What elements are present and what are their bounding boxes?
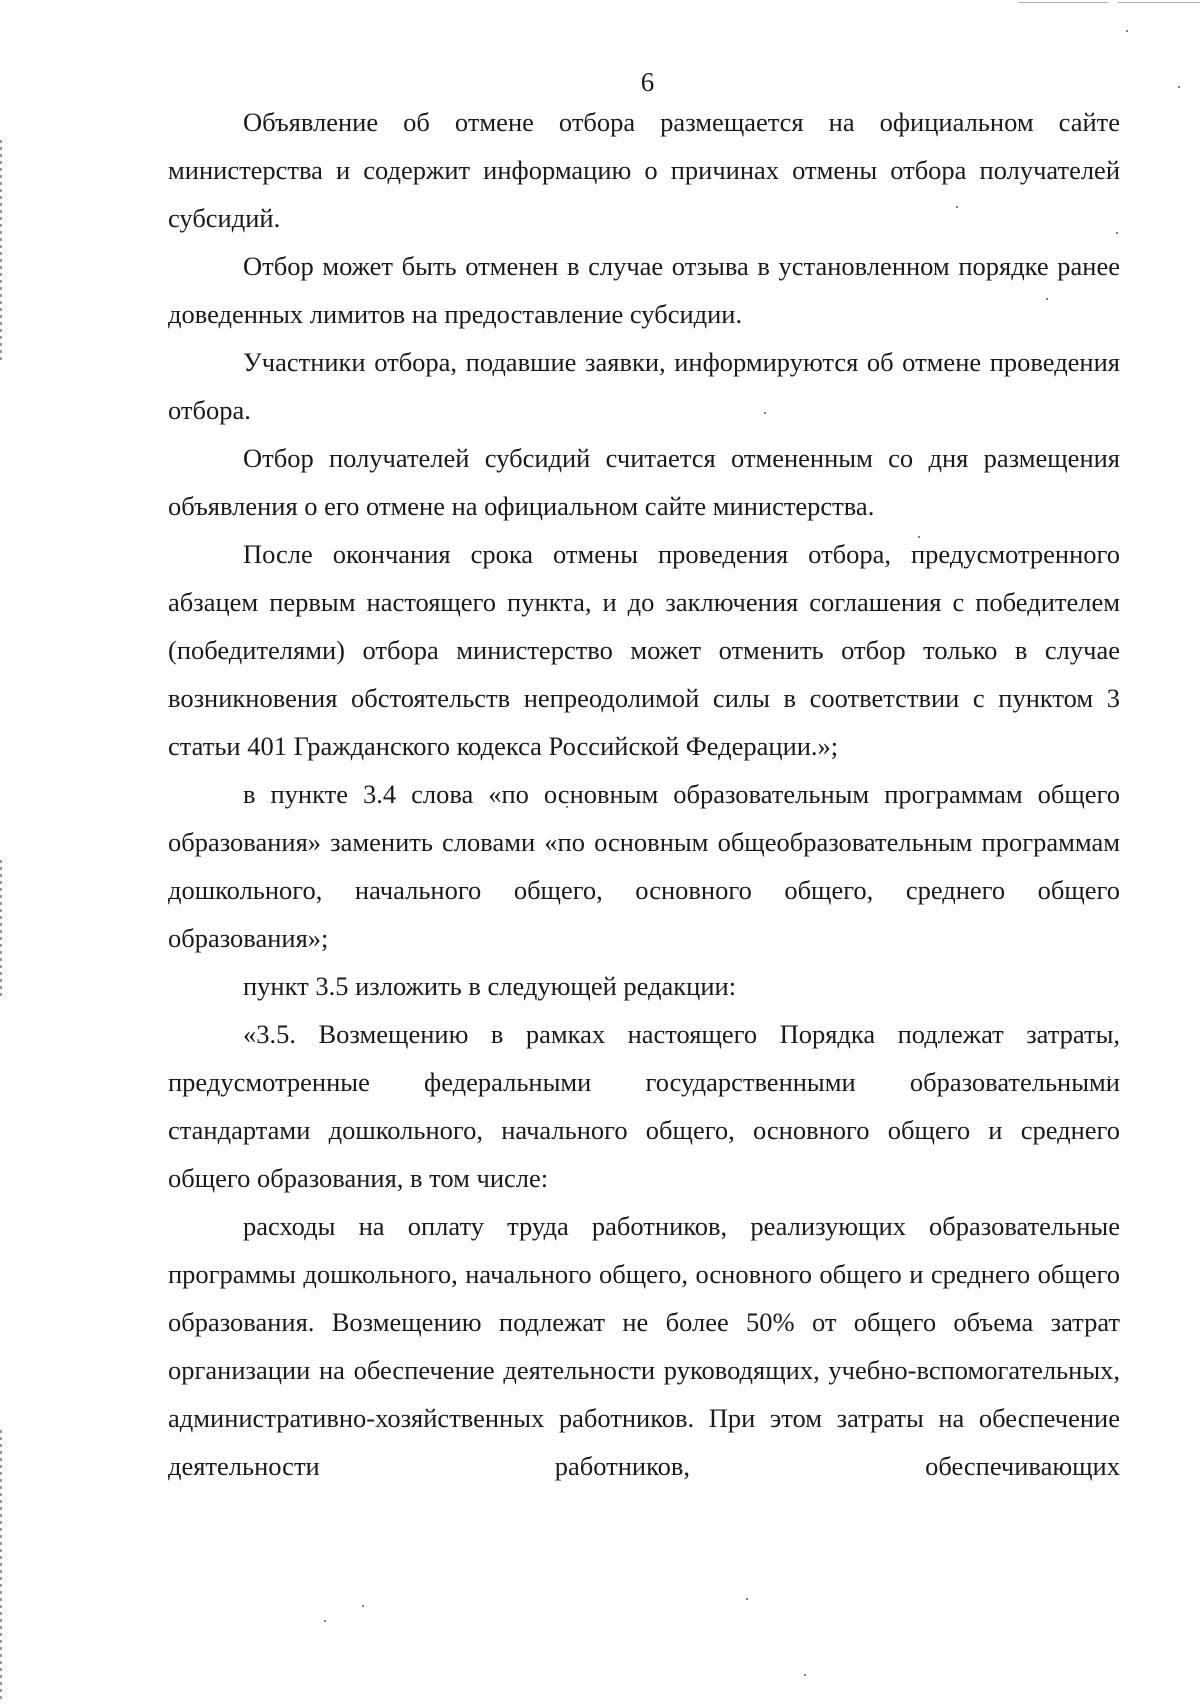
scan-left-edge-mark — [0, 140, 2, 360]
scan-speck — [1126, 30, 1128, 32]
paragraph: в пункте 3.4 слова «по основным образовательным программам общего образования» заменить словами «по основным общеобразовательным программам дошкольного, начального общего, основного общего, среднего общего образования»; — [168, 779, 1120, 953]
scan-top-line-left — [1018, 2, 1108, 3]
paragraph: Отбор может быть отменен в случае отзыва в установленном порядке ранее доведенных лимитов на предоставление субсидии. — [168, 251, 1120, 329]
scan-left-edge-mark — [0, 860, 2, 1000]
page-number: 6 — [640, 67, 655, 97]
paragraph: пункт 3.5 изложить в следующей редакции: — [243, 971, 737, 1001]
paragraph: расходы на оплату труда работников, реализующих образовательные программы дошкольного, начального общего, основного общего и среднего общего образования. Возмещению подлежат не более 50% от общего объема затрат организации на обеспечение деятельности руководящих, учебно-вспомогательных, административно-хозяйственных работников. При этом затраты на обеспечение деятельности работников, обеспечивающих — [168, 1211, 1120, 1481]
scan-left-edge-mark — [0, 1430, 2, 1700]
scan-speck — [804, 1674, 806, 1676]
scan-speck — [324, 1620, 326, 1622]
paragraph: После окончания срока отмены проведения отбора, предусмотренного абзацем первым настоящего пункта, и до заключения соглашения с победителем (победителями) отбора министерство может отменить отбор только в случае возникновения обстоятельств непреодолимой силы в соответствии с пунктом 3 статьи 401 Гражданского кодекса Российской Федерации.»; — [168, 539, 1120, 761]
scan-top-line-right — [1118, 2, 1200, 3]
paragraph: Объявление об отмене отбора размещается на официальном сайте министерства и содержит информацию о причинах отмены отбора получателей субсидий. — [168, 107, 1120, 233]
paragraph: Участники отбора, подавшие заявки, информируются об отмене проведения отбора. — [168, 347, 1120, 425]
paragraph: «3.5. Возмещению в рамках настоящего Порядка подлежат затраты, предусмотренные федеральными государственными образовательными стандартами дошкольного, начального общего, основного общего и среднего общего образования, в том числе: — [168, 1019, 1120, 1193]
scan-speck — [362, 1605, 364, 1607]
scan-speck — [746, 1598, 748, 1600]
document-body — [168, 98, 1120, 1490]
paragraph: Отбор получателей субсидий считается отмененным со дня размещения объявления о его отмене на официальном сайте министерства. — [168, 443, 1120, 521]
